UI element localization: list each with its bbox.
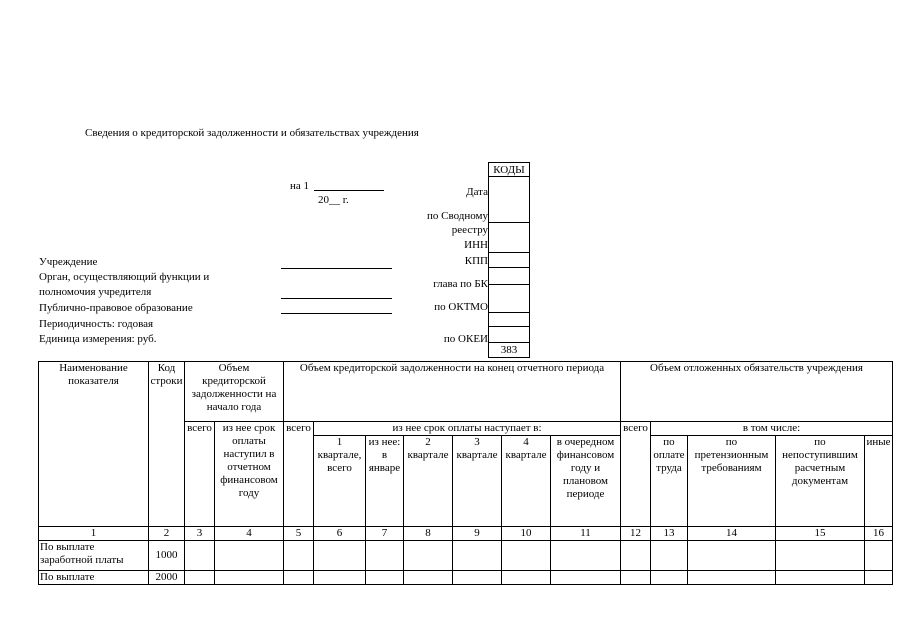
founder-underline[interactable] (281, 298, 392, 299)
row-code: 1000 (149, 541, 185, 571)
col-number: 16 (865, 527, 893, 541)
col-number: 4 (215, 527, 284, 541)
col-number: 15 (776, 527, 865, 541)
codes-header: КОДЫ (489, 163, 529, 177)
code-date[interactable] (489, 177, 529, 223)
date-year: 20__ г. (318, 194, 349, 206)
date-underline[interactable] (314, 190, 384, 191)
cell[interactable] (865, 541, 893, 571)
header-total-b: всего (284, 422, 314, 527)
cell[interactable] (314, 541, 366, 571)
header-q3: 3 квартале (453, 436, 502, 527)
header-deferred: Объем отложенных обязательств учреждения (621, 362, 893, 422)
cell[interactable] (776, 571, 865, 585)
cell[interactable] (551, 541, 621, 571)
col-number: 1 (39, 527, 149, 541)
header-next-year: в очередном финансовом году и плановом периоде (551, 436, 621, 527)
label-okei: по ОКЕИ (443, 333, 488, 345)
label-kpp: КПП (464, 255, 488, 267)
header-end: Объем кредиторской задолженности на конец отчетного периода (284, 362, 621, 422)
ppo-underline[interactable] (281, 313, 392, 314)
cell[interactable] (688, 541, 776, 571)
codes-box (488, 162, 530, 358)
cell[interactable] (366, 541, 404, 571)
label-founder-2: полномочия учредителя (39, 286, 152, 298)
header-total-c: всего (621, 422, 651, 527)
header-overdue: из нее срок оплаты наступил в отчетном финансовом году (215, 422, 284, 527)
col-number: 2 (149, 527, 185, 541)
col-number: 6 (314, 527, 366, 541)
header-due: из нее срок оплаты наступает в: (314, 422, 621, 436)
label-unit: Единица измерения: руб. (39, 333, 157, 345)
header-begin: Объем кредиторской задолженности на начало года (185, 362, 284, 422)
cell[interactable] (688, 571, 776, 585)
cell[interactable] (651, 571, 688, 585)
label-glava: глава по БК (433, 278, 488, 290)
table-row (39, 571, 893, 585)
cell[interactable] (651, 541, 688, 571)
header-claims: по претензионным требованиям (688, 436, 776, 527)
cell[interactable] (284, 571, 314, 585)
header-other: иные (865, 436, 893, 527)
column-number-row (39, 527, 893, 541)
label-ppo: Публично-правовое образование (39, 302, 193, 314)
col-number: 13 (651, 527, 688, 541)
code-svod[interactable] (489, 223, 529, 253)
col-number: 10 (502, 527, 551, 541)
col-number: 3 (185, 527, 215, 541)
header-name: Наименование показателя (39, 362, 149, 527)
cell[interactable] (404, 571, 453, 585)
cell[interactable] (185, 541, 215, 571)
cell[interactable] (284, 541, 314, 571)
cell[interactable] (776, 541, 865, 571)
row-name: По выплате заработной платы (39, 541, 149, 571)
cell[interactable] (453, 541, 502, 571)
label-founder-1: Орган, осуществляющий функции и (39, 271, 210, 283)
cell[interactable] (366, 571, 404, 585)
code-okei[interactable]: 383 (489, 343, 529, 358)
cell[interactable] (865, 571, 893, 585)
code-glava[interactable] (489, 285, 529, 313)
cell[interactable] (621, 541, 651, 571)
header-q2: 2 квартале (404, 436, 453, 527)
label-date: Дата (466, 186, 488, 198)
header-total-a: всего (185, 422, 215, 527)
label-inn: ИНН (464, 239, 488, 251)
institution-underline[interactable] (281, 268, 392, 269)
row-code: 2000 (149, 571, 185, 585)
header-q4: 4 квартале (502, 436, 551, 527)
label-periodicity: Периодичность: годовая (39, 318, 154, 330)
cell[interactable] (621, 571, 651, 585)
col-number: 7 (366, 527, 404, 541)
cell[interactable] (502, 541, 551, 571)
header-code: Код строки (149, 362, 185, 527)
col-number: 11 (551, 527, 621, 541)
col-number: 8 (404, 527, 453, 541)
code-oktmo-2[interactable] (489, 327, 529, 343)
liabilities-table (38, 361, 893, 585)
label-oktmo: по ОКТМО (434, 301, 488, 313)
col-number: 9 (453, 527, 502, 541)
col-number: 14 (688, 527, 776, 541)
header-q1: 1 квартале, всего (314, 436, 366, 527)
table-row (39, 541, 893, 571)
col-number: 12 (621, 527, 651, 541)
code-oktmo[interactable] (489, 313, 529, 327)
code-inn[interactable] (489, 253, 529, 268)
date-prefix: на 1 (290, 180, 310, 192)
cell[interactable] (185, 571, 215, 585)
label-svod-1: по Сводному (426, 210, 488, 222)
label-svod-2: реестру (451, 224, 488, 236)
code-kpp[interactable] (489, 268, 529, 285)
row-name: По выплате (39, 571, 149, 585)
cell[interactable] (404, 541, 453, 571)
header-wages: по оплате труда (651, 436, 688, 527)
cell[interactable] (551, 571, 621, 585)
cell[interactable] (453, 571, 502, 585)
col-number: 5 (284, 527, 314, 541)
cell[interactable] (314, 571, 366, 585)
cell[interactable] (215, 571, 284, 585)
header-january: из нее: в январе (366, 436, 404, 527)
label-institution: Учреждение (39, 256, 98, 268)
header-including: в том числе: (651, 422, 893, 436)
document-title: Сведения о кредиторской задолженности и обязательствах учреждения (85, 127, 419, 139)
cell[interactable] (502, 571, 551, 585)
header-documents: по непоступившим расчетным документам (776, 436, 865, 527)
cell[interactable] (215, 541, 284, 571)
